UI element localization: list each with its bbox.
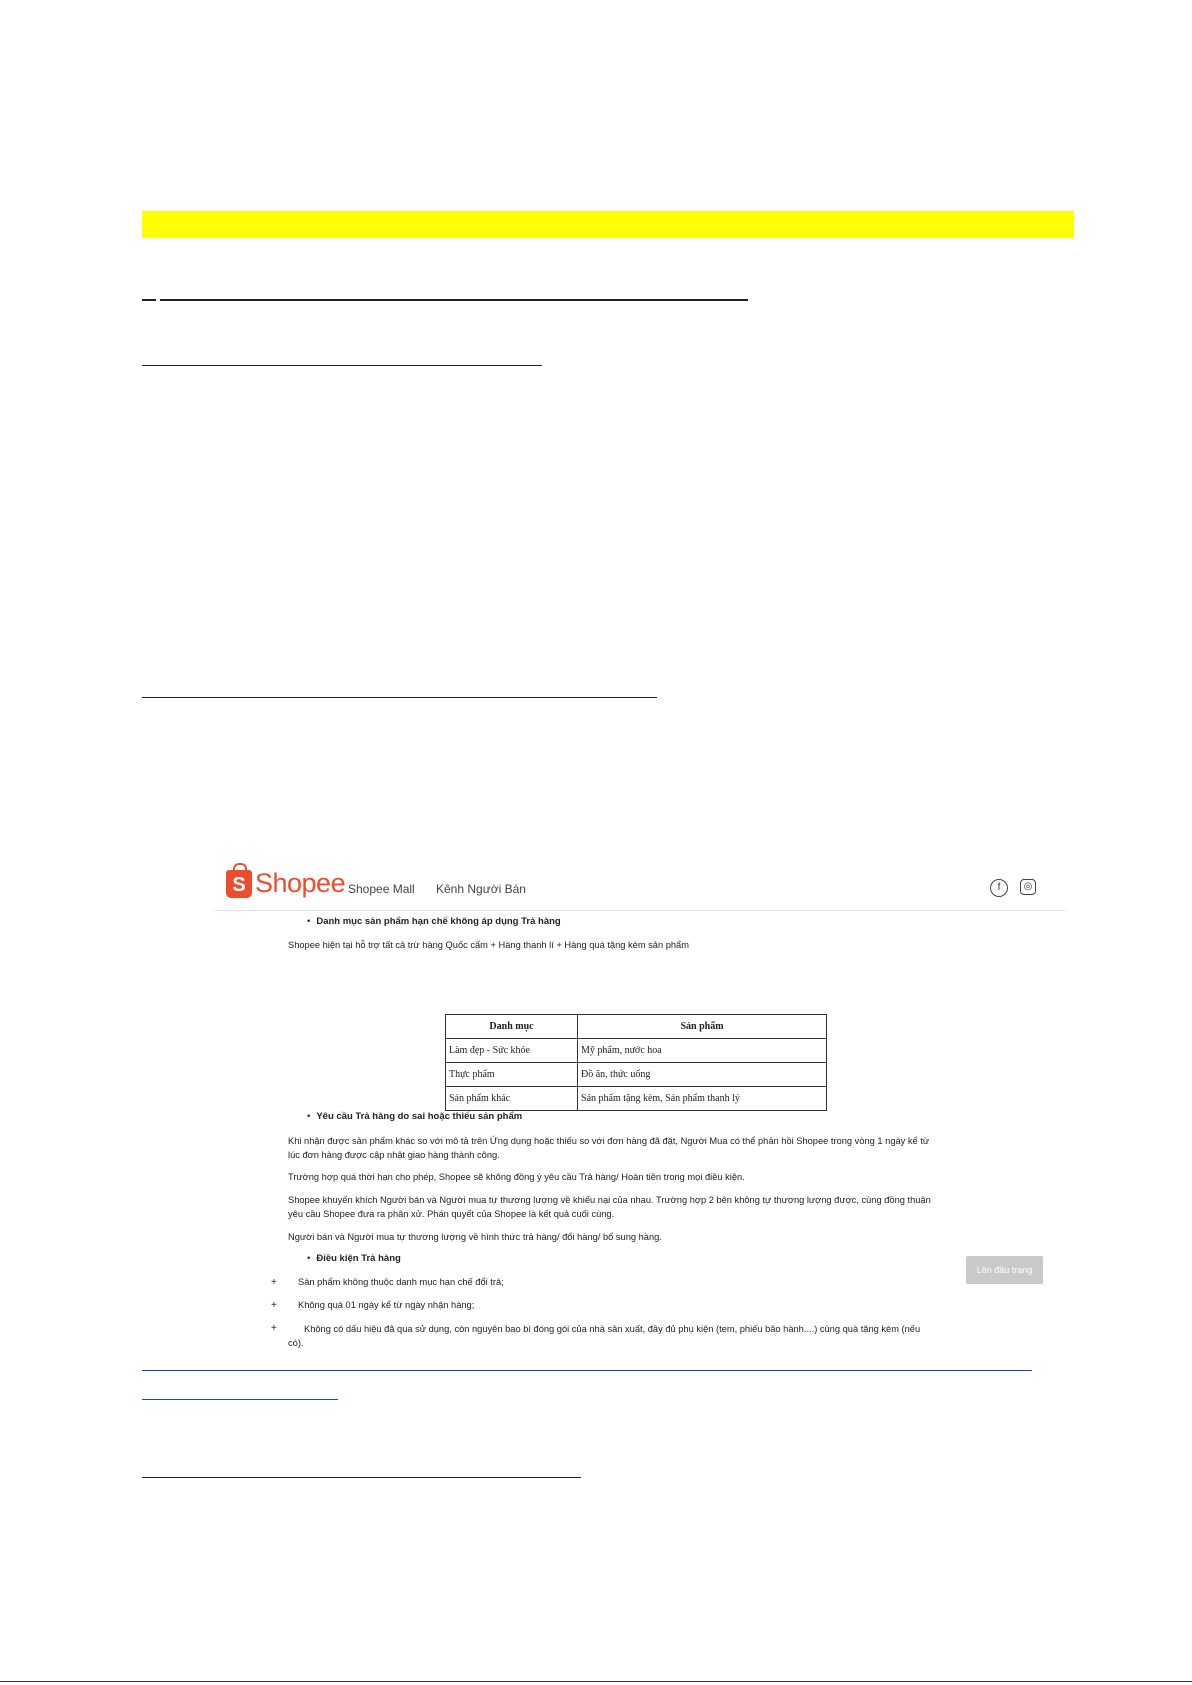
underline-heading-1 xyxy=(160,299,748,301)
nav-shopee-mall[interactable]: Shopee Mall xyxy=(348,882,415,896)
nav-kenh-nguoi-ban[interactable]: Kênh Người Bán xyxy=(436,882,526,896)
wrong-item-p1-line1: Khi nhận được sản phẩm khác so với mô tả trên Ứng dụng hoặc thiếu so với đơn hàng đã đặt, Người Mua có thể phản hồi Shopee trong vòng 1 ngày kể từ xyxy=(288,1136,930,1146)
restricted-intro: Shopee hiện tại hỗ trợ tất cả trừ hàng Quốc cấm + Hàng thanh lí + Hàng quà tặng kèm sản phẩm xyxy=(288,940,689,950)
table-row xyxy=(446,1039,827,1063)
table-cell: Sản phẩm tặng kèm, Sản phẩm thanh lý xyxy=(578,1087,827,1111)
instagram-icon[interactable]: ◎ xyxy=(1020,879,1036,895)
underline-heading-2 xyxy=(142,365,542,366)
table-row xyxy=(446,1063,827,1087)
plus-marker: + xyxy=(271,1277,277,1288)
page-bottom-border xyxy=(0,1681,1192,1682)
underline-heading-3 xyxy=(142,697,657,698)
condition-item: Sản phẩm không thuộc danh mục hạn chế đổi trả; xyxy=(298,1277,504,1287)
short-rule xyxy=(142,299,156,301)
shopee-header xyxy=(214,856,1066,911)
table-header: Danh mục xyxy=(446,1015,578,1039)
condition-item: Không quá 01 ngày kể từ ngày nhận hàng; xyxy=(298,1300,475,1310)
brand-name: Shopee xyxy=(255,868,346,898)
table-cell: Mỹ phẩm, nước hoa xyxy=(578,1039,827,1063)
table-header: Sản phẩm xyxy=(578,1015,827,1039)
plus-marker: + xyxy=(271,1323,277,1334)
embedded-screenshot xyxy=(214,856,1066,1348)
condition-item-continued: có). xyxy=(288,1338,304,1348)
table-row xyxy=(446,1087,827,1111)
hyperlink-underline-2[interactable] xyxy=(142,1399,338,1400)
facebook-icon[interactable]: f xyxy=(990,879,1008,897)
section-title-conditions: • Điều kiện Trả hàng xyxy=(307,1253,401,1264)
wrong-item-p4: Người bán và Người mua tự thương lượng về hình thức trả hàng/ đổi hàng/ bổ sung hàng. xyxy=(288,1232,662,1242)
shopee-bag-icon: S xyxy=(226,870,252,898)
section-title-wrong-item: • Yêu cầu Trả hàng do sai hoặc thiếu sản phẩm xyxy=(307,1111,522,1122)
highlight-bar xyxy=(142,211,1074,238)
wrong-item-p3-line2: yêu cầu Shopee đưa ra phân xử. Phán quyết của Shopee là kết quả cuối cùng. xyxy=(288,1209,615,1219)
wrong-item-p3-line1: Shopee khuyến khích Người bán và Người mua tự thương lượng về khiếu nại của nhau. Trường hợp 2 bên không tự thương lượng được, cùng đồng thuận xyxy=(288,1195,931,1205)
section-title-restricted: • Danh mục sản phẩm hạn chế không áp dụng Trả hàng xyxy=(307,916,561,927)
underline-heading-4 xyxy=(142,1477,581,1478)
wrong-item-p1-line2: lúc đơn hàng được cập nhật giao hàng thành công. xyxy=(288,1150,500,1160)
hyperlink-underline-1[interactable] xyxy=(142,1370,1032,1371)
condition-item: Không có dấu hiệu đã qua sử dụng, còn nguyên bao bì đóng gói của nhà sản xuất, đầy đủ phụ kiện (tem, phiếu bảo hành....) cùng quà tặng kèm (nếu xyxy=(304,1324,921,1334)
table-cell: Thực phẩm xyxy=(446,1063,578,1087)
shopee-logo[interactable] xyxy=(226,868,345,899)
table-header-row xyxy=(446,1015,827,1039)
wrong-item-p2: Trường hợp quá thời hạn cho phép, Shopee sẽ không đồng ý yêu cầu Trả hàng/ Hoàn tiền trong mọi điều kiện. xyxy=(288,1172,745,1182)
plus-marker: + xyxy=(271,1300,277,1311)
back-to-top-button[interactable]: Lên đầu trang xyxy=(966,1256,1043,1284)
table-cell: Làm đẹp - Sức khỏe xyxy=(446,1039,578,1063)
restricted-category-table xyxy=(445,1014,827,1111)
table-cell: Đồ ăn, thức uống xyxy=(578,1063,827,1087)
table-cell: Sản phẩm khác xyxy=(446,1087,578,1111)
